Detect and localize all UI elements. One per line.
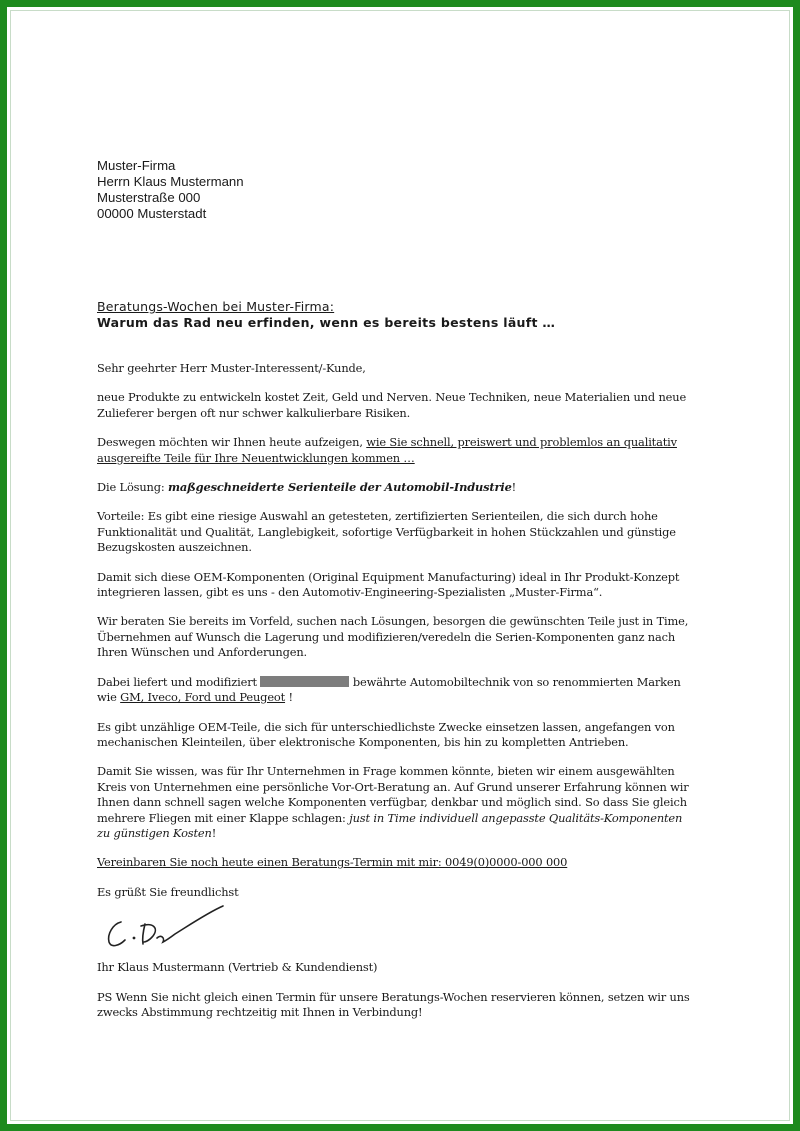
offer-end: ! [211, 825, 217, 840]
letter [97, 158, 697, 1034]
subject-line-1: Beratungs-Wochen bei Muster-Firma: [97, 299, 335, 314]
postscript: PS Wenn Sie nicht gleich einen Termin für unsere Beratungs-Wochen reservieren können, setzen wir uns zwecks Abstimmung rechtzeitig mit Ihnen in Verbindung! [97, 989, 690, 1019]
paragraph-purpose-text: Deswegen möchten wir Ihnen heute aufzeigen, [97, 435, 367, 450]
offer-highlight: just in Time individuell angepasste Qualitäts-Komponenten zu günstigen Kosten [97, 810, 683, 840]
salutation: Sehr geehrter Herr Muster-Interessent/-Kunde, [97, 361, 366, 375]
call-to-action: Vereinbaren Sie noch heute einen Beratungs-Termin mit mir: 0049(0)0000-000 000 [97, 855, 568, 870]
paragraph-oem: Damit sich diese OEM-Komponenten (Original Equipment Manufacturing) ideal in Ihr Produkt-Konzept integrieren lassen, gibt es uns - den Automotiv-Engineering-Spezialisten „Muster-Firma“. [97, 569, 680, 600]
sender-street: Musterstraße 000 [97, 190, 201, 205]
brands-list: GM, Iveco, Ford und Peugeot [120, 690, 286, 705]
handwritten-signature [101, 904, 697, 954]
subject [97, 299, 697, 331]
paragraph-purpose-emphasis: wie Sie schnell, preiswert und problemlos an qualitativ ausgereifte Teile für Ihre Neuentwicklungen kommen … [97, 435, 677, 465]
sender-name: Herrn Klaus Mustermann [97, 174, 244, 189]
offer-text: Damit Sie wissen, was für Ihr Unternehmen in Frage kommen könnte, bieten wir einem ausgewählten Kreis von Unternehmen eine persönliche Vor-Ort-Beratung an. Auf Grund unserer Erfahrung können wir Ihnen dann schnell sagen welche Komponenten verfügbar, denkbar und möglich sind. So dass Sie gleich mehrere Fliegen mit einer Klappe schlagen: [97, 764, 689, 825]
paragraph-intro: neue Produkte zu entwickeln kostet Zeit, Geld und Nerven. Neue Techniken, neue Materialien und neue Zulieferer bergen oft nur schwer kalkulierbare Risiken. [97, 390, 687, 420]
brands-text-end: ! [285, 690, 293, 705]
solution-highlight: maßgeschneiderte Serienteile der Automobil-Industrie [168, 480, 512, 495]
solution-label: Die Lösung: [97, 480, 169, 495]
paragraph-brands [97, 675, 697, 706]
paragraph-consulting: Wir beraten Sie bereits im Vorfeld, suchen nach Lösungen, besorgen die gewünschten Teile just in Time, Übernehmen auf Wunsch die Lagerung und modifizieren/veredeln die Serien-Komponenten ganz nach Ihren Wünschen und Anforderungen. [97, 614, 689, 660]
brands-text-start: Dabei liefert und modifiziert [97, 674, 261, 689]
paragraph-offer [97, 764, 697, 841]
signoff: Ihr Klaus Mustermann (Vertrieb & Kundendienst) [97, 960, 378, 975]
subject-line-2: Warum das Rad neu erfinden, wenn es bereits bestens läuft … [97, 315, 556, 330]
paragraph-purpose [97, 435, 697, 466]
brands-text-mid: bewährte Automobiltechnik von so renommierten Marken wie [97, 674, 681, 705]
redaction-bar [260, 676, 349, 687]
sender-company: Muster-Firma [97, 158, 176, 173]
solution-end: ! [511, 480, 517, 495]
paragraph-solution [97, 480, 697, 495]
sender-city: 00000 Musterstadt [97, 206, 207, 221]
letter-body [97, 361, 697, 1020]
paragraph-advantages: Vorteile: Es gibt eine riesige Auswahl an getesteten, zertifizierten Serienteilen, die sich durch hohe Funktionalität und Qualität, Langlebigkeit, sofortige Verfügbarkeit in hohen Stückzahlen und günstige Bezugskosten auszeichnen. [97, 509, 676, 555]
paragraph-oem-parts: Es gibt unzählige OEM-Teile, die sich für unterschiedlichste Zwecke einsetzen lassen, angefangen von mechanischen Kleinteilen, über elektronische Komponenten, bis hin zu kompletten Antrieben. [97, 719, 675, 749]
closing: Es grüßt Sie freundlichst [97, 884, 239, 899]
sender-address [97, 158, 697, 222]
